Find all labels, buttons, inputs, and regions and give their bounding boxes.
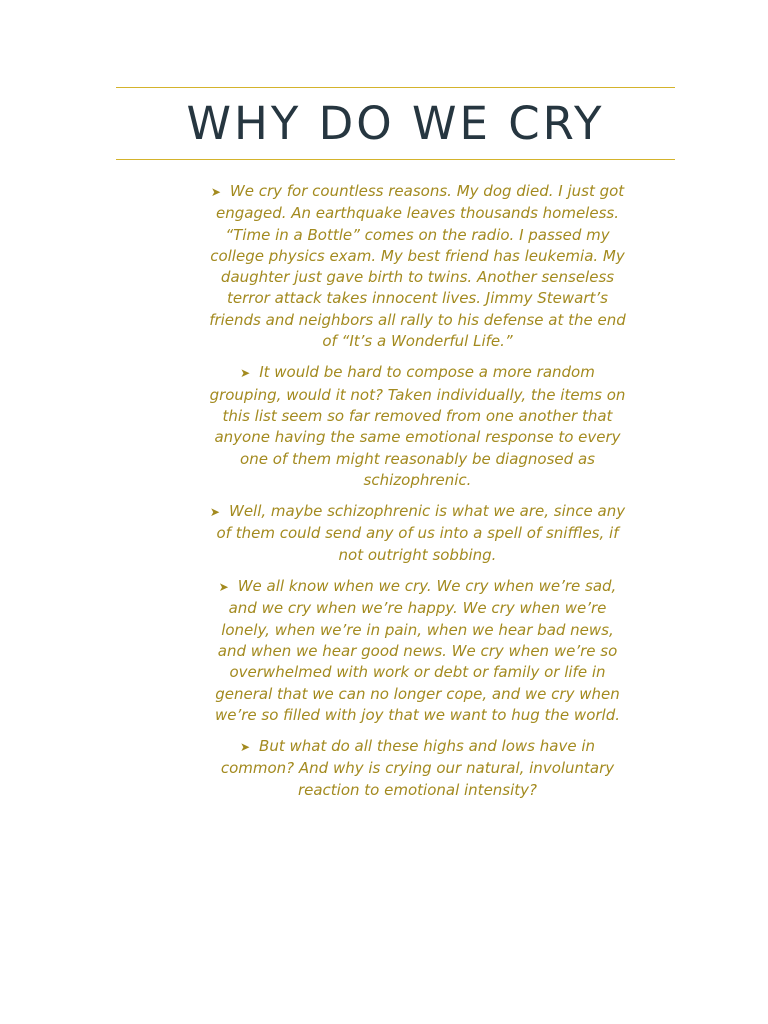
bullet-text: We cry for countless reasons. My dog died. I just got engaged. An earthquake leaves thousands homeless. “Time in a Bottle” comes on the radio. I passed my college physics exam. My best friend has leukemia. My daughter just gave birth to twins. Another senseless terror attack takes innocent lives. Jimmy Stewart’s friends and neighbors all rally to his defense at the end of “It’s a Wonderful Life.” — [209, 182, 626, 351]
title-top-rule — [116, 87, 675, 88]
list-item — [205, 181, 630, 352]
list-item — [205, 362, 630, 491]
arrow-bullet-icon: ➤ — [239, 740, 251, 755]
bullet-list — [205, 181, 630, 811]
bullet-text: But what do all these highs and lows have in common? And why is crying our natural, involuntary reaction to emotional intensity? — [220, 737, 615, 799]
list-item — [205, 736, 630, 801]
bullet-text: We all know when we cry. We cry when we’re sad, and we cry when we’re happy. We cry when we’re lonely, when we’re in pain, when we hear bad news, and when we hear good news. We cry when we’re so overwhelmed with work or debt or family or life in general that we can no longer cope, and we cry when we’re so filled with joy that we want to hug the world. — [214, 577, 620, 724]
arrow-bullet-icon: ➤ — [218, 580, 229, 595]
page-title: WHY DO WE CRY — [186, 97, 605, 150]
arrow-bullet-icon: ➤ — [209, 505, 220, 520]
arrow-bullet-icon: ➤ — [210, 185, 221, 199]
title-bottom-rule — [116, 159, 675, 160]
list-item — [205, 501, 630, 566]
bullet-text: It would be hard to compose a more random grouping, would it not? Taken individually, the items on this list seem so far removed from one another that anyone having the same emotional response to every one of them might reasonably be diagnosed as schizophrenic. — [209, 363, 626, 489]
list-item — [205, 576, 630, 726]
bullet-text: Well, maybe schizophrenic is what we are, since any of them could send any of us into a spell of sniffles, if not outright sobbing. — [216, 502, 626, 564]
arrow-bullet-icon: ➤ — [240, 366, 251, 381]
